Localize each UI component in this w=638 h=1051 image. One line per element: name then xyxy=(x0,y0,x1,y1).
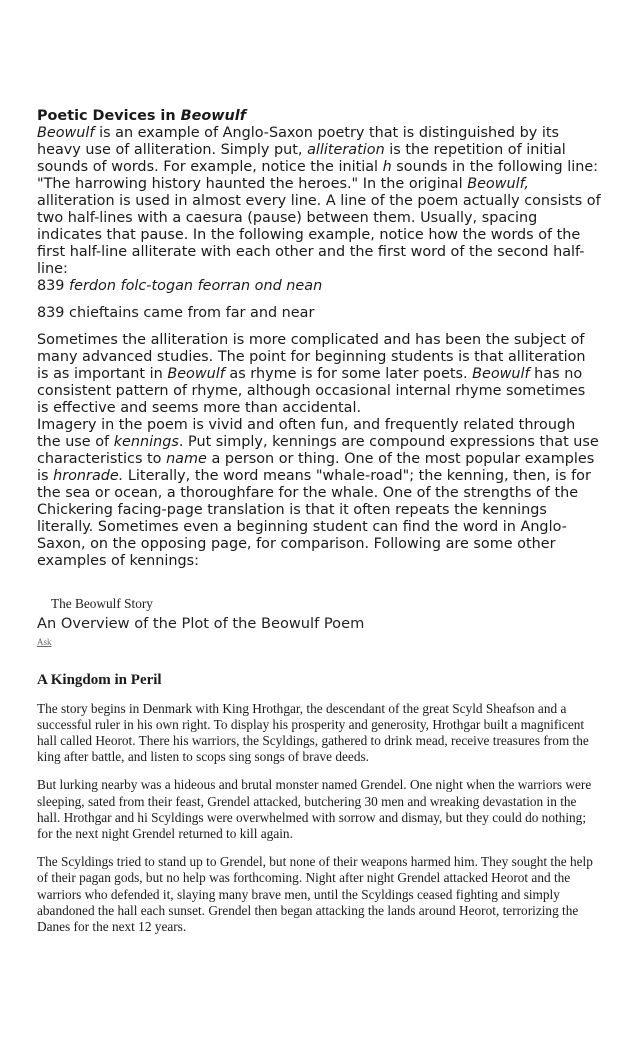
rhyme-paragraph xyxy=(37,332,601,417)
text-run: alliteration is used in almost every line. A line of the poem actually consists of two half-lines with a caesura (pause) between them. Usually, spacing indicates that pause. In the following example, notice how the words of the first half-line alliterate with each other and the first word of the second half-line: xyxy=(37,193,601,277)
title-ref: Beowulf xyxy=(37,125,95,141)
story-label: The Beowulf Story xyxy=(51,596,153,611)
translated-verse-line: 839 chieftains came from far and near xyxy=(37,305,315,321)
original-verse-line xyxy=(37,278,601,295)
heading-text: Poetic Devices in xyxy=(37,108,181,124)
story-paragraph-2: But lurking nearby was a hideous and brutal monster named Grendel. One night when the warriors were sleeping, sated from their feast, Grendel attacked, butchering 30 men and wreaking devastation in the hall. Hrothgar and hi Scyldings were overwhelmed with sorrow and dismay, but they could do nothing; for the next night Grendel returned to kill again. xyxy=(37,777,592,842)
heading-italic-title: Beowulf xyxy=(180,108,246,124)
text-run: as rhyme is for some later poets. xyxy=(224,366,473,382)
text-run: Sometimes the alliteration is more complicated and has been the subject of many advanced studies. The point for beginning students is that alliteration is as important in xyxy=(37,332,586,382)
document-page xyxy=(37,108,601,935)
text-run: is an example of Anglo-Saxon poetry that is distinguished by its heavy use of alliteration. Simply put, xyxy=(37,125,560,158)
term-alliteration: alliteration xyxy=(307,142,385,158)
text-run: . Put simply, kennings are compound expressions that use characteristics to xyxy=(37,434,599,467)
alliteration-paragraph xyxy=(37,125,601,278)
kingdom-section-heading: A Kingdom in Peril xyxy=(37,672,162,689)
title-ref: Beowulf xyxy=(472,366,530,382)
letter-h: h xyxy=(382,159,392,175)
text-run: is the repetition of initial sounds of words. For example, notice the initial xyxy=(37,142,566,175)
story-paragraph-1: The story begins in Denmark with King Hrothgar, the descendant of the great Scyld Sheafson and a successful ruler in his own right. To display his prosperity and generosity, Hrothgar built a magnificent hall called Heorot. There his warriors, the Scyldings, gathered to drink mead, receive treasures from the king after battle, and listen to scops sing songs of brave deeds. xyxy=(37,700,589,765)
text-run: a person or thing. One of the most popular examples is xyxy=(37,451,595,484)
verse-line-number: 839 xyxy=(37,278,70,294)
text-run: has no consistent pattern of rhyme, although occasional internal rhyme sometimes is effective and seems more than accidental. xyxy=(37,366,586,416)
term-kennings: kennings xyxy=(113,434,179,450)
verse-original-text: ferdon folc-togan feorran ond nean xyxy=(69,278,323,294)
text-run: sounds in the following line: "The harrowing history haunted the heroes." In the original xyxy=(37,159,599,192)
title-ref: Beowulf xyxy=(167,366,225,382)
ask-link[interactable]: Ask xyxy=(37,637,52,648)
text-run: Literally, the word means "whale-road"; the kenning, then, is for the sea or ocean, a thoroughfare for the whale. One of the strengths of the Chickering facing-page translation is that it often repeats the kennings literally. Sometimes even a beginning student can find the word in Anglo-Saxon, on the opposing page, for comparison. Following are some other examples of kennings: xyxy=(37,468,591,569)
term-hronrade: hronrade. xyxy=(53,468,124,484)
title-ref: Beowulf, xyxy=(467,176,530,192)
overview-title: An Overview of the Plot of the Beowulf Poem xyxy=(37,615,365,633)
term-name: name xyxy=(166,451,207,467)
text-run: Imagery in the poem is vivid and often fun, and frequently related through the use of xyxy=(37,417,576,450)
poetic-devices-heading xyxy=(37,108,601,125)
kennings-paragraph xyxy=(37,417,601,570)
story-paragraph-3: The Scyldings tried to stand up to Grendel, but none of their weapons harmed him. They sought the help of their pagan gods, but no help was forthcoming. Night after night Grendel attacked Heorot and the warriors who defended it, slaying many brave men, until the Scyldings ceased fighting and simply abandoned the hall each sunset. Grendel then began attacking the lands around Heorot, terrorizing the Danes for the next 12 years. xyxy=(37,854,593,935)
